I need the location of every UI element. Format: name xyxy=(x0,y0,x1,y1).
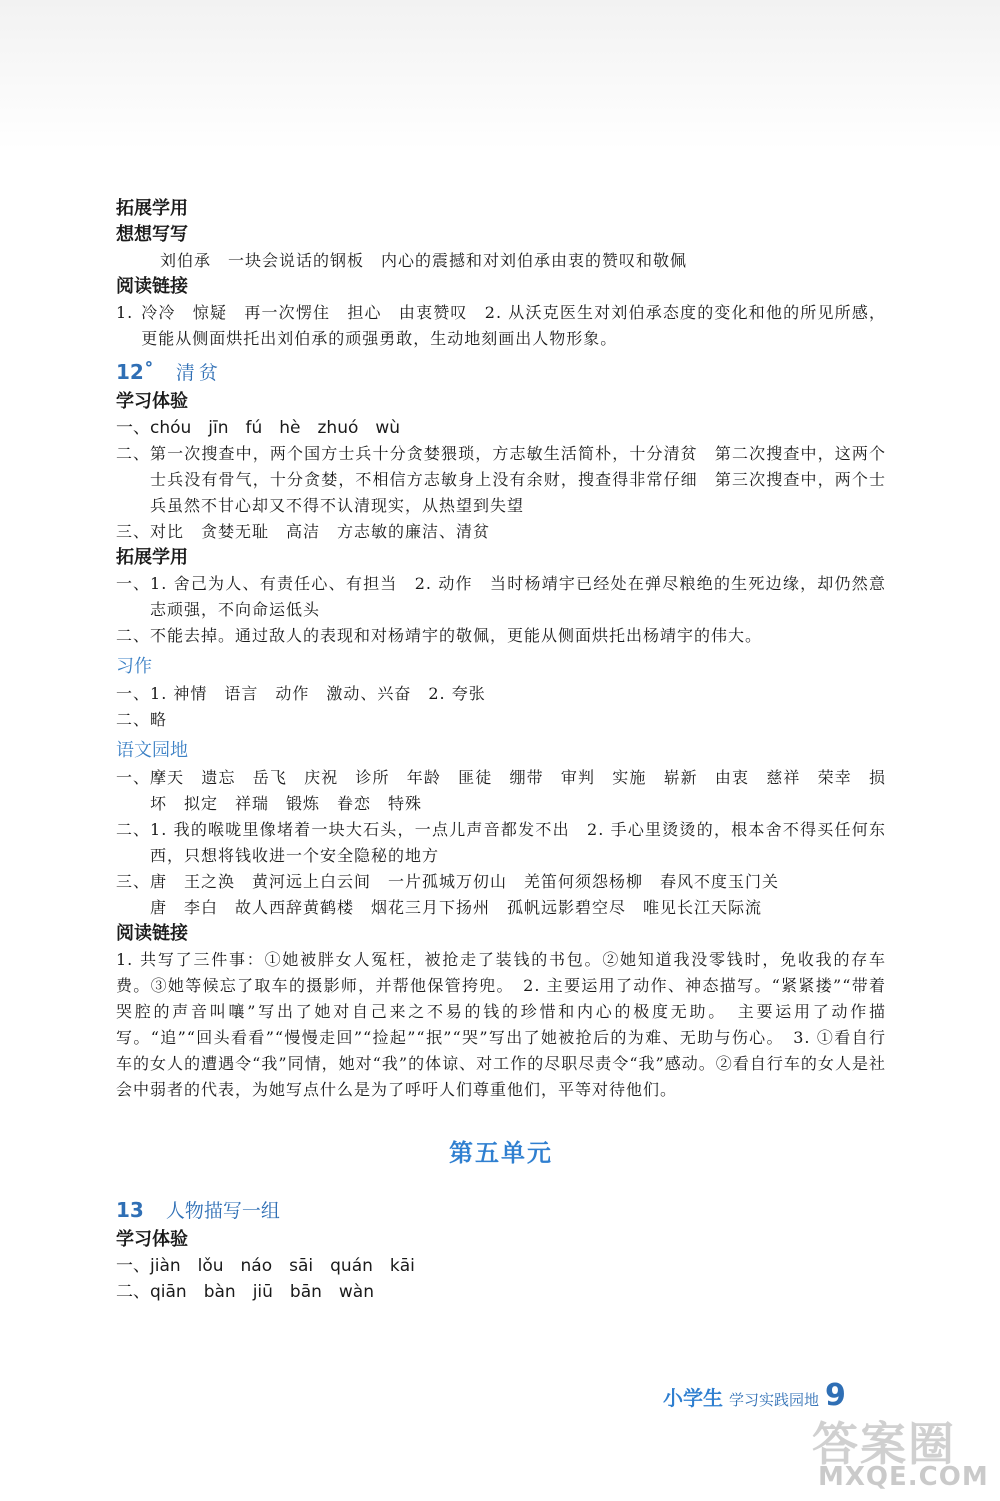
unit-title xyxy=(116,1133,886,1168)
section-heading-xiangxiang: 想想写写 xyxy=(116,224,188,245)
section-heading-xuexi: 学习体验 xyxy=(116,391,188,412)
lesson-title: 清贫 xyxy=(175,362,222,384)
watermark-text: 答案圈 xyxy=(812,1417,956,1471)
answer-yuwen-3 xyxy=(116,869,886,921)
answer-pinyin-2 xyxy=(116,1279,886,1305)
lesson-number: 12˚ xyxy=(116,360,154,384)
page-number: 9 xyxy=(825,1378,846,1413)
answer-xiangxiang: 刘伯承 一块会说话的钢板 内心的震撼和对刘伯承由衷的赞叹和敬佩 xyxy=(160,251,688,270)
lesson-13-header xyxy=(116,1196,886,1223)
page-top-shading xyxy=(0,0,1000,150)
item-number: 二、 xyxy=(116,1282,150,1302)
item-number: 一、 xyxy=(116,418,150,438)
lesson-title: 人物描写一组 xyxy=(165,1200,280,1222)
item-text: 不能去掉。通过敌人的表现和对杨靖宇的敬佩，更能从侧面烘托出杨靖宇的伟大。 xyxy=(150,626,763,645)
answer-tuozhan-1 xyxy=(116,571,886,623)
answer-item-3 xyxy=(116,519,886,545)
poem-line-2: 唐 李白 故人西辞黄鹤楼 烟花三月下扬州 孤帆远影碧空尽 唯见长江天际流 xyxy=(150,898,763,917)
answer-pinyin xyxy=(116,415,886,441)
item-number: 二、 xyxy=(116,444,151,463)
item-number: 二、 xyxy=(116,626,151,645)
item-text: chóu jīn fú hè zhuó wù xyxy=(150,418,401,438)
section-heading-yuwen: 语文园地 xyxy=(116,740,188,761)
answer-yuwen-2 xyxy=(116,817,886,869)
watermark-url: MXQE.COM xyxy=(818,1462,989,1492)
item-text: 冷冷 惊疑 再一次愣住 担心 由衷赞叹 2. 从沃克医生对刘伯承态度的变化和他的所见所感，更能从侧面烘托出刘伯承的顽强勇敢，生动地刻画出人物形象。 xyxy=(141,303,886,348)
answer-pinyin-1 xyxy=(116,1253,886,1279)
lesson-number: 13 xyxy=(116,1198,144,1222)
footer-brand: 小学生 xyxy=(663,1386,723,1410)
item-text: 1. 神情 语言 动作 激动、兴奋 2. 夸张 xyxy=(150,684,486,703)
answer-tuozhan-2 xyxy=(116,623,886,649)
unit-title-text: 第五单元 xyxy=(449,1139,553,1167)
item-text: 1. 我的喉咙里像堵着一块大石头，一点儿声音都发不出 2. 手心里烫烫的，根本舍不得买任何东西，只想将钱收进一个安全隐秘的地方 xyxy=(150,820,886,865)
item-text: 略 xyxy=(150,710,168,729)
item-number: 三、 xyxy=(116,872,151,891)
poem-line-1: 唐 王之涣 黄河远上白云间 一片孤城万仞山 羌笛何须怨杨柳 春风不度玉门关 xyxy=(150,872,780,891)
section-heading-xizuo: 习作 xyxy=(116,656,152,677)
item-text: jiàn lǒu náo sāi quán kāi xyxy=(150,1256,415,1276)
answer-page-content xyxy=(116,196,886,1305)
section-heading-xuexi: 学习体验 xyxy=(116,1229,188,1250)
section-heading-tuozhan: 拓展学用 xyxy=(116,198,188,219)
item-text: 摩天 遗忘 岳飞 庆祝 诊所 年龄 匪徒 绷带 审判 实施 崭新 由衷 慈祥 荣幸 损坏 拟定 祥瑞 锻炼 眷恋 特殊 xyxy=(150,768,886,813)
item-number: 二、 xyxy=(116,820,151,839)
lesson-12-header xyxy=(116,358,886,385)
item-number: 一、 xyxy=(116,574,151,593)
item-text: 对比 贪婪无耻 高洁 方志敏的廉洁、清贫 xyxy=(150,522,491,541)
section-heading-yuedu: 阅读链接 xyxy=(116,276,188,297)
answer-xizuo-2 xyxy=(116,707,886,733)
answer-item-2 xyxy=(116,441,886,519)
item-text: qiān bàn jiū bān wàn xyxy=(150,1282,374,1302)
answer-yuedu-1 xyxy=(116,300,886,352)
item-number: 一、 xyxy=(116,684,151,703)
item-text xyxy=(150,869,886,921)
item-number: 一、 xyxy=(116,768,151,787)
item-text: 第一次搜查中，两个国方士兵十分贪婪猥琐，方志敏生活简朴，十分清贫 第二次搜查中，这两个士兵没有骨气，十分贪婪，不相信方志敏身上没有余财，搜查得非常仔细 第三次搜查中，两个士兵虽然不甘心却又不得不认清现实，从热望到失望 xyxy=(150,444,886,515)
item-number: 1. xyxy=(116,303,134,322)
section-heading-tuozhan: 拓展学用 xyxy=(116,547,188,568)
item-number: 三、 xyxy=(116,522,151,541)
item-number: 二、 xyxy=(116,710,151,729)
item-number: 一、 xyxy=(116,1256,150,1276)
answer-yuwen-1 xyxy=(116,765,886,817)
footer-series-title: 学习实践园地 xyxy=(729,1391,820,1409)
watermark-logo xyxy=(812,1408,992,1494)
answer-yuedu-2: 1. 共写了三件事：①她被胖女人冤枉，被抢走了装钱的书包。②她知道我没零钱时，免收我的存车费。③她等候忘了取车的摄影师，并帮他保管挎兜。 2. 主要运用了动作、神态描写。“紧紧搂”“带着哭腔的声音叫嚷”写出了她对自己来之不易的钱的珍惜和内心的极度无助。 主要运用了动作描写。“追”“回头看看”“慢慢走回”“捡起”“抿”“哭”写出了她被抢后的为难、无助与伤心。 3. ①看自行车的女人的遭遇令“我”同情，她对“我”的体谅、对工作的尽职尽责令“我”感动。②看自行车的女人是社会中弱者的代表，为她写点什么是为了呼吁人们尊重他们，平等对待他们。 xyxy=(116,950,886,1099)
section-heading-yuedu: 阅读链接 xyxy=(116,923,188,944)
answer-xizuo-1 xyxy=(116,681,886,707)
item-text: 1. 舍己为人、有责任心、有担当 2. 动作 当时杨靖宇已经处在弹尽粮绝的生死边缘，却仍然意志顽强，不向命运低头 xyxy=(150,574,886,619)
